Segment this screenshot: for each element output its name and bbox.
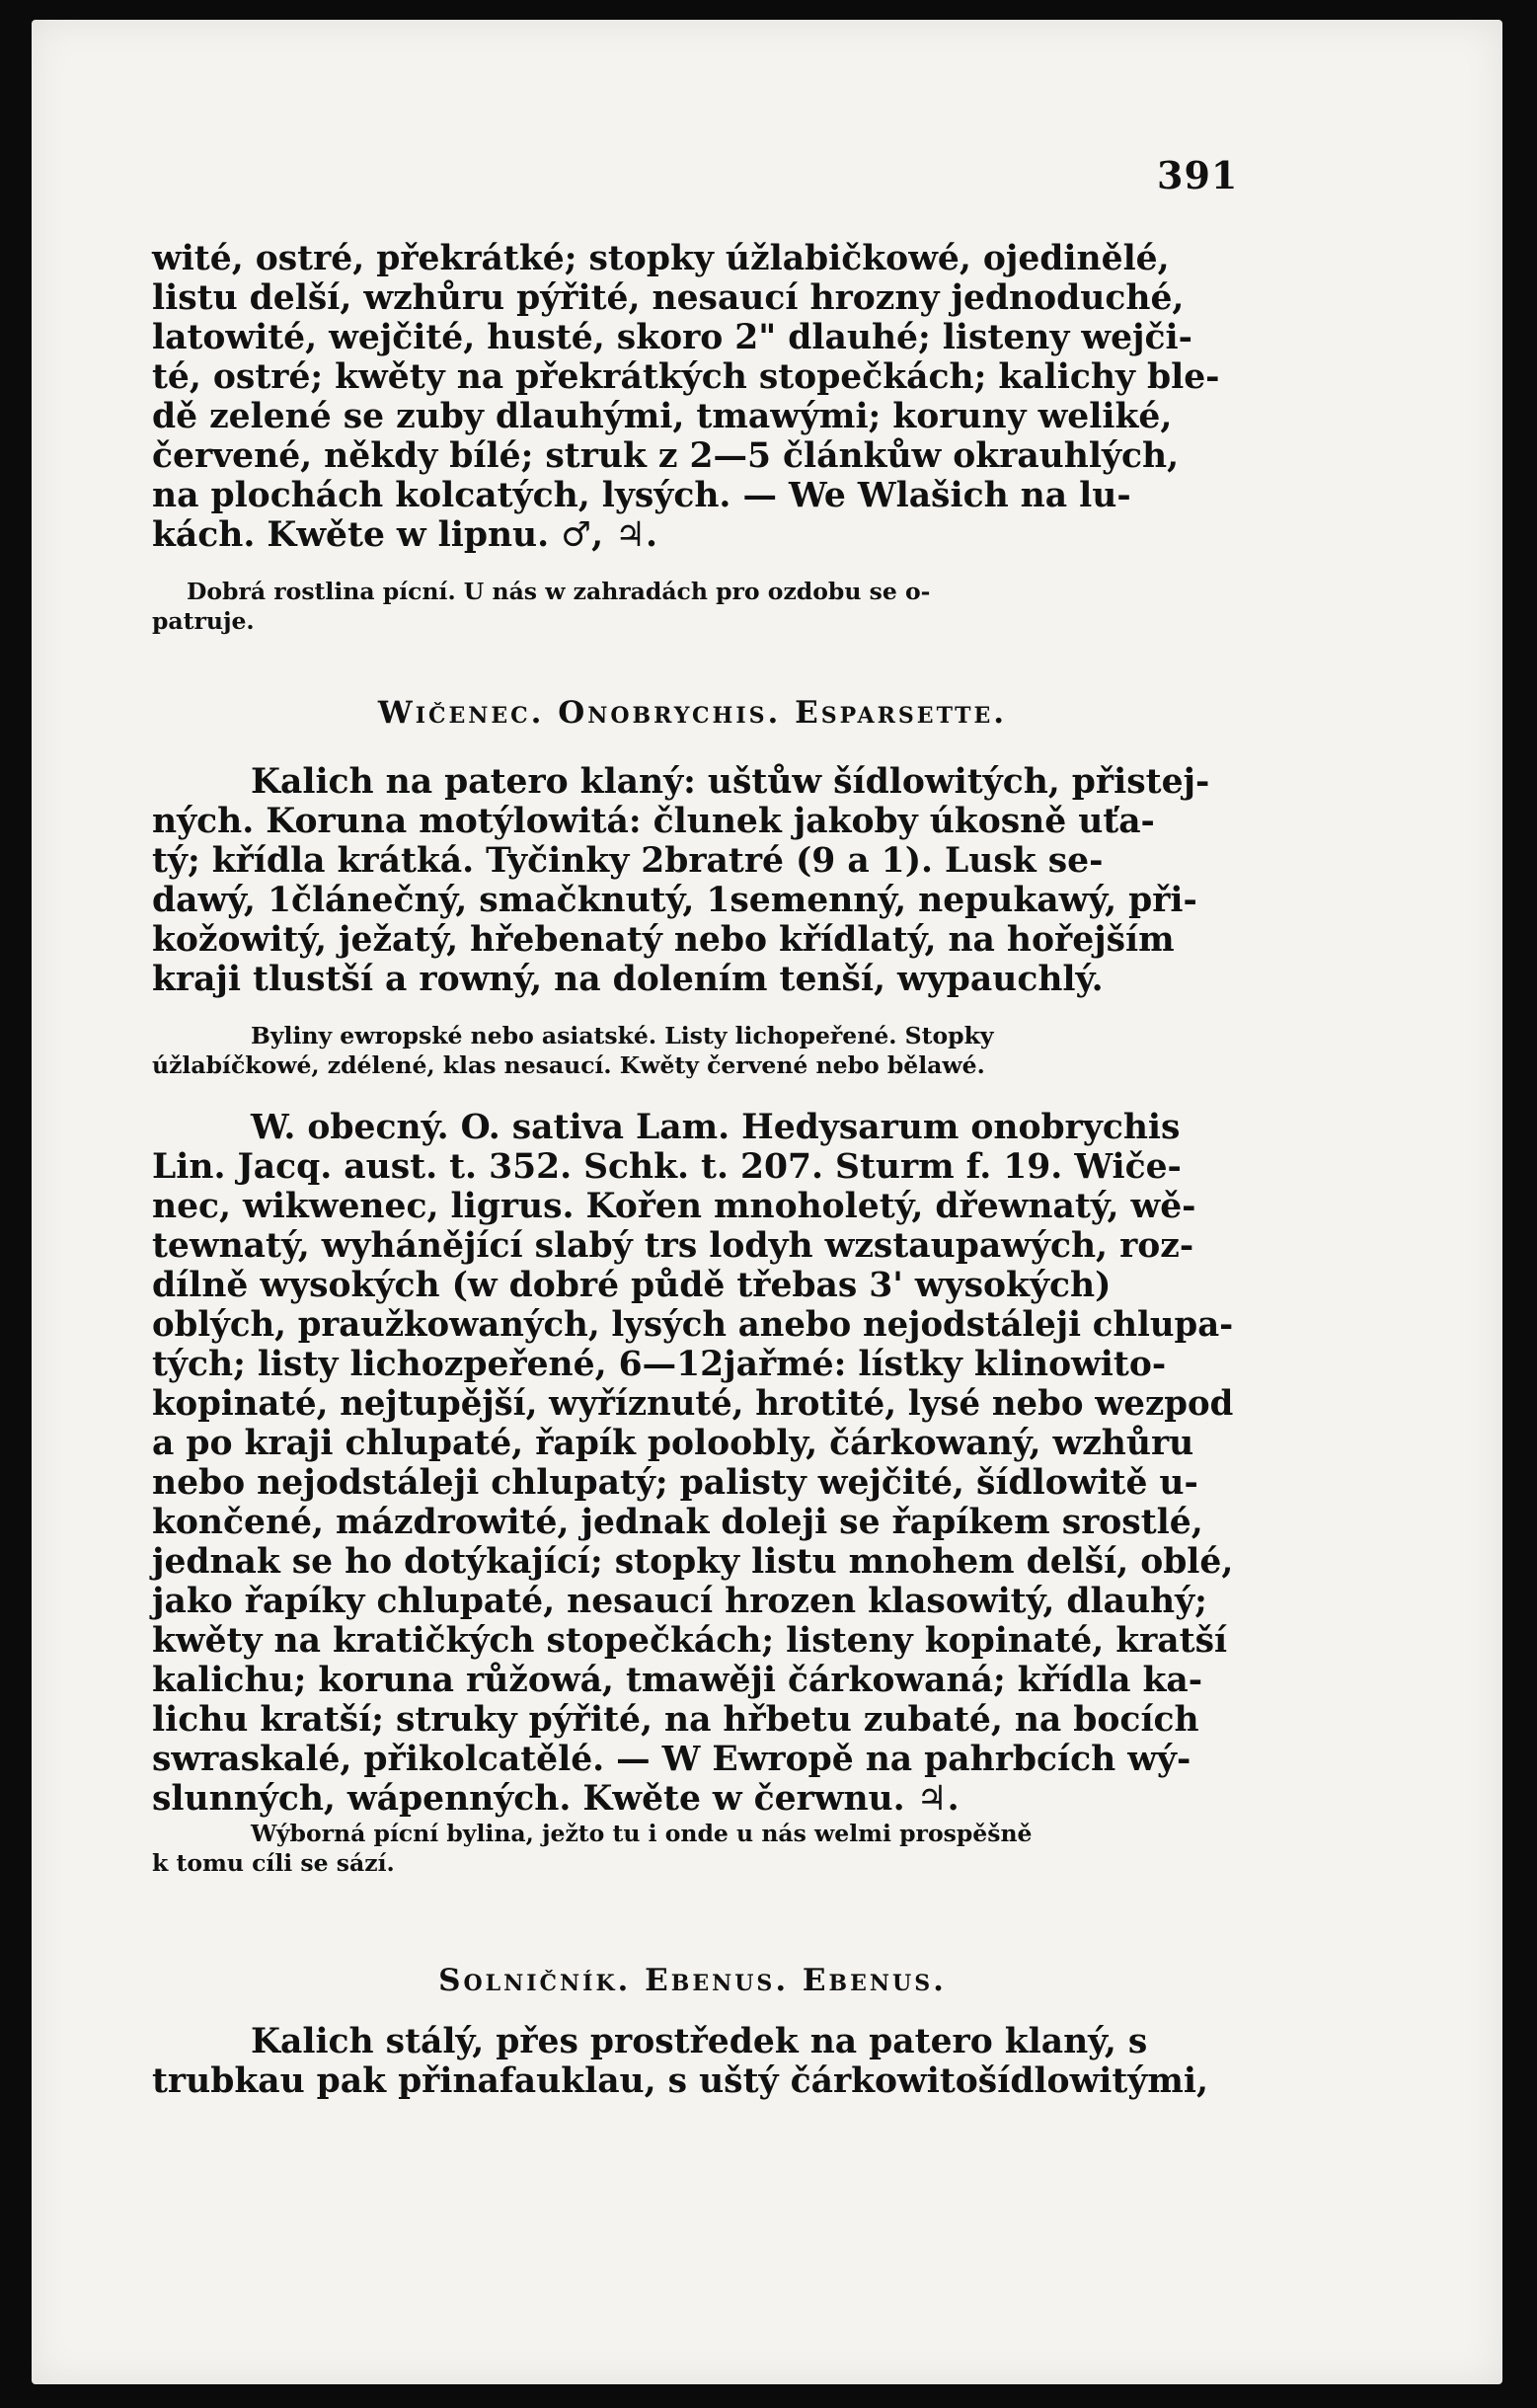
text-line: Kalich na patero klaný: uštůw šídlowitých, přistej- xyxy=(251,762,1210,802)
note-line: k tomu cíli se sází. xyxy=(152,1849,395,1877)
species1-text xyxy=(152,1108,1233,1819)
text-line: tých; listy lichozpeřené, 6—12jařmé: lístky klinowito- xyxy=(152,1345,1167,1384)
genus-heading-ebenus: Solničník. Ebenus. Ebenus. xyxy=(438,1963,947,1998)
text-line: té, ostré; kwěty na překrátkých stopečkách; kalichy ble- xyxy=(152,357,1220,397)
genus1-text xyxy=(152,762,1233,999)
note-line: Dobrá rostlina pícní. U nás w zahradách pro ozdobu se o- xyxy=(187,578,931,605)
note-line: úžlabíčkowé, zdélené, klas nesaucí. Kwěty červené nebo bělawé. xyxy=(152,1051,985,1079)
text-line: dawý, 1článečný, smačknutý, 1semenný, nepukawý, při- xyxy=(152,881,1197,920)
note-line: Wýborná pícní bylina, ježto tu i onde u nás welmi prospěšně xyxy=(251,1820,1033,1847)
text-line: končené, mázdrowité, jednak doleji se řapíkem srostlé, xyxy=(152,1503,1203,1542)
genus1-note xyxy=(152,1021,1233,1080)
block1-text xyxy=(152,239,1233,555)
block1-note xyxy=(152,577,1233,636)
text-line: trubkau pak přinafauklau, s uštý čárkowitošídlowitými, xyxy=(152,2061,1208,2101)
text-line: swraskalé, přikolcatělé. — W Ewropě na pahrbcích wý- xyxy=(152,1740,1191,1779)
text-line: Lin. Jacq. aust. t. 352. Schk. t. 207. Sturm f. 19. Wiče- xyxy=(152,1147,1182,1187)
text-line: ných. Koruna motýlowitá: člunek jakoby úkosně uťa- xyxy=(152,802,1155,841)
text-line: jednak se ho dotýkající; stopky listu mnohem delší, oblé, xyxy=(152,1542,1234,1582)
note-line: patruje. xyxy=(152,607,255,635)
text-line: červené, někdy bílé; struk z 2—5 článkůw okrauhlých, xyxy=(152,436,1180,476)
text-line: na plochách kolcatých, lysých. — We Wlašich na lu- xyxy=(152,476,1131,515)
text-line: tewnatý, wyhánějící slabý trs lodyh wzstaupawých, roz- xyxy=(152,1226,1194,1266)
text-line: a po kraji chlupaté, řapík poloobly, čárkowaný, wzhůru xyxy=(152,1424,1194,1463)
text-line: nebo nejodstáleji chlupatý; palisty wejčité, šídlowitě u- xyxy=(152,1463,1198,1503)
text-line: dílně wysokých (w dobré půdě třebas 3' wysokých) xyxy=(152,1266,1112,1305)
genus-heading-onobrychis: Wičenec. Onobrychis. Esparsette. xyxy=(377,695,1008,731)
species1-note xyxy=(152,1819,1233,1878)
text-line: jako řapíky chlupaté, nesaucí hrozen klasowitý, dlauhý; xyxy=(152,1582,1207,1621)
text-line: kalichu; koruna růžowá, tmawěji čárkowaná; křídla ka- xyxy=(152,1661,1203,1700)
page-number: 391 xyxy=(1157,153,1239,197)
text-line: dě zelené se zuby dlauhými, tmawými; koruny weliké, xyxy=(152,397,1173,436)
text-line: W. obecný. O. sativa Lam. Hedysarum onobrychis xyxy=(251,1108,1181,1147)
book-page xyxy=(32,20,1502,2384)
text-line: oblých, praužkowaných, lysých anebo nejodstáleji chlupa- xyxy=(152,1305,1234,1345)
text-line: Kalich stálý, přes prostředek na patero klaný, s xyxy=(251,2022,1148,2061)
text-line: wité, ostré, překrátké; stopky úžlabičkowé, ojedinělé, xyxy=(152,239,1170,278)
text-line: kách. Kwěte w lipnu. ♂, ♃. xyxy=(152,515,658,555)
text-line: lichu kratší; struky pýřité, na hřbetu zubaté, na bocích xyxy=(152,1700,1199,1740)
text-line: tý; křídla krátká. Tyčinky 2bratré (9 a 1). Lusk se- xyxy=(152,841,1104,881)
text-line: slunných, wápenných. Kwěte w čerwnu. ♃. xyxy=(152,1779,960,1819)
text-line: listu delší, wzhůru pýřité, nesaucí hrozny jednoduché, xyxy=(152,278,1185,318)
text-line: nec, wikwenec, ligrus. Kořen mnoholetý, dřewnatý, wě- xyxy=(152,1187,1196,1226)
text-line: kwěty na kratičkých stopečkách; listeny kopinaté, kratší xyxy=(152,1621,1228,1661)
text-line: kopinaté, nejtupější, wyříznuté, hrotité, lysé nebo wezpod xyxy=(152,1384,1234,1424)
text-line: kožowitý, ježatý, hřebenatý nebo křídlatý, na hořejším xyxy=(152,920,1175,960)
text-line: latowité, wejčité, husté, skoro 2" dlauhé; listeny wejči- xyxy=(152,318,1192,357)
note-line: Byliny ewropské nebo asiatské. Listy lichopeřené. Stopky xyxy=(251,1022,994,1049)
text-line: kraji tlustší a rowný, na dolením tenší, wypauchlý. xyxy=(152,960,1104,999)
genus2-text xyxy=(152,2022,1233,2101)
